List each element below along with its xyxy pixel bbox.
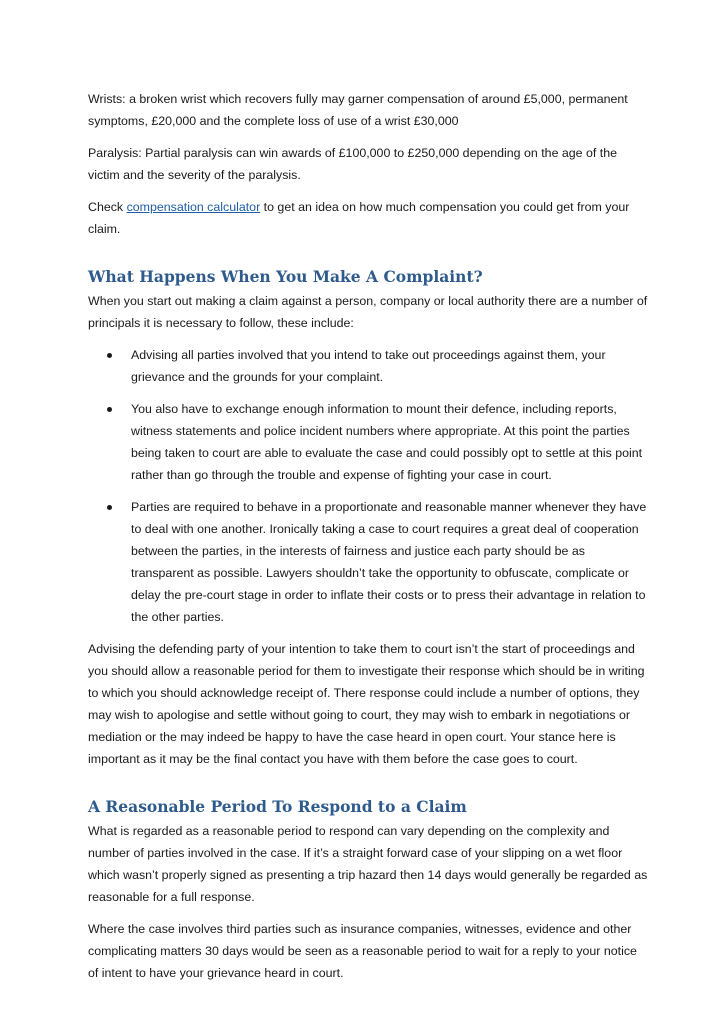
reasonable-period-paragraph-2: Where the case involves third parties such as insurance companies, witnesses, evidence and other complicating matters 30 days would be seen as a reasonable period to wait for a reply to your notice of intent to have your grievance heard in court.: [88, 922, 637, 980]
check-prefix: Check: [88, 200, 127, 214]
complaint-intro: When you start out making a claim against a person, company or local authority there are a number of principals it is necessary to follow, these include:: [88, 294, 648, 330]
list-item-text: Parties are required to behave in a proportionate and reasonable manner whenever they have to deal with one another. Ironically taking a case to court requires a great deal of cooperation between the parties, in the interests of fairness and justice each party should be as transparent as possible. Lawyers shouldn’t take the opportunity to obfuscate, complicate or delay the pre-court stage in order to inflate their costs or to press their advantage in relation to the other parties.: [131, 500, 647, 624]
calculator-paragraph: [88, 196, 648, 240]
bullet-icon: [107, 353, 112, 358]
complaint-heading: What Happens When You Make A Complaint?: [88, 267, 483, 286]
check-suffix: to get an idea on how much compensation you could get from your claim.: [88, 200, 630, 236]
list-item: [88, 344, 648, 388]
wrists-paragraph: Wrists: a broken wrist which recovers fully may garner compensation of around £5,000, permanent symptoms, £20,000 and the complete loss of use of a wrist £30,000: [88, 92, 628, 128]
document-page: [88, 88, 648, 994]
complaint-closing-paragraph: Advising the defending party of your intention to take them to court isn’t the start of proceedings and you should allow a reasonable period for them to investigate their response which should be in writing to which you should acknowledge receipt of. There response could include a number of options, they may wish to apologise and settle without going to court, they may wish to embark in negotiations or mediation or the may indeed be happy to have the case heard in open court. Your stance here is important as it may be the final contact you have with them before the case goes to court.: [88, 642, 645, 766]
principles-list: [88, 344, 648, 628]
paralysis-paragraph: Paralysis: Partial paralysis can win awards of £100,000 to £250,000 depending on the age of the victim and the severity of the paralysis.: [88, 146, 618, 182]
bullet-icon: [107, 407, 112, 412]
list-item-text: Advising all parties involved that you intend to take out proceedings against them, your grievance and the grounds for your complaint.: [131, 348, 606, 384]
bullet-icon: [107, 505, 112, 510]
list-item: [88, 398, 648, 486]
list-item-text: You also have to exchange enough information to mount their defence, including reports, witness statements and police incident numbers where appropriate. At this point the parties being taken to court are able to evaluate the case and could possibly opt to settle at this point rather than go through the trouble and expense of fighting your case in court.: [131, 402, 643, 482]
reasonable-period-heading: A Reasonable Period To Respond to a Claim: [88, 797, 467, 816]
list-item: [88, 496, 648, 628]
reasonable-period-paragraph-1: What is regarded as a reasonable period to respond can vary depending on the complexity and number of parties involved in the case. If it’s a straight forward case of your slipping on a wet floor which wasn’t properly signed as presenting a trip hazard then 14 days would generally be regarded as reasonable for a full response.: [88, 824, 648, 904]
compensation-calculator-link[interactable]: compensation calculator: [126, 200, 261, 214]
